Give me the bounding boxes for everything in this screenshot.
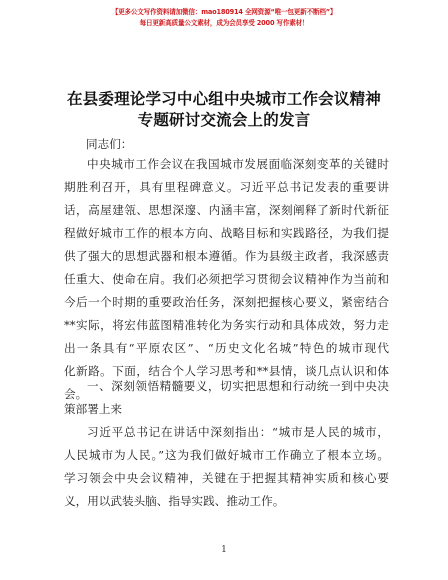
paragraph-1-line: 程做好城市工作的根本方向、战略目标和实践路径，为我们提 [64, 226, 389, 240]
paragraph-2-line: 义，用以武装头脑、指导实践、推动工作。 [64, 494, 285, 508]
paragraph-2-line: 人民城市为人民。”这为我们做好城市工作确立了根本立场。 [64, 448, 389, 462]
salutation: 同志们： [86, 137, 133, 151]
document-title-line-1: 在县委理论学习中心组中央城市工作会议精神 [66, 89, 381, 108]
paragraph-1-line: 出一条具有“平原农区”、“历史文化名城”特色的城市现代 [64, 341, 389, 355]
paragraph-1-line: 今后一个时期的重要政治任务，深刻把握核心要义，紧密结合 [64, 295, 389, 309]
paragraph-2-line: 学习领会中央会议精神，关键在于把握其精神实质和核心要 [64, 471, 389, 485]
document-title-line-2: 专题研讨交流会上的发言 [137, 110, 311, 129]
paragraph-1-line: 期胜利召开，具有里程碑意义。习近平总书记发表的重要讲 [64, 180, 389, 194]
page-number: 1 [221, 545, 227, 555]
paragraph-1-line: 任重大、使命在肩。我们必须把学习贯彻会议精神作为当前和 [64, 272, 389, 286]
paragraph-1-line: **实际，将宏伟蓝图精准转化为务实行动和具体成效，努力走 [64, 318, 389, 332]
paragraph-1-line: 话，高屋建瓴、思想深邃、内涵丰富，深刻阐释了新时代新征 [64, 203, 389, 217]
paragraph-1-line: 化新路。下面，结合个人学习思考和**县情，谈几点认识和体 [64, 364, 389, 378]
paragraph-1 [64, 153, 389, 406]
paragraph-1-line: 供了强大的思想武器和根本遵循。作为县级主政者，我深感责 [64, 249, 389, 263]
promo-banner-line-2: 每日更新高质量公文素材，成为会员享受 2000 写作素材！ [139, 19, 309, 27]
section-heading-1-line: 一、深刻领悟精髓要义，切实把思想和行动统一到中央决 [87, 379, 389, 393]
promo-banner-line-1: 【更多公文写作资料请加微信：mao180914 全网资源“唯一包更新不断档”】 [111, 8, 337, 16]
paragraph-2-line: 习近平总书记在讲话中深刻指出：“城市是人民的城市， [87, 425, 389, 439]
section-heading-1 [64, 375, 389, 421]
section-heading-1-line: 策部署上来 [64, 402, 122, 416]
paragraph-1-line: 中央城市工作会议在我国城市发展面临深刻变革的关键时 [87, 157, 389, 171]
paragraph-1-line: 会。 [64, 387, 88, 401]
paragraph-2 [64, 421, 389, 513]
